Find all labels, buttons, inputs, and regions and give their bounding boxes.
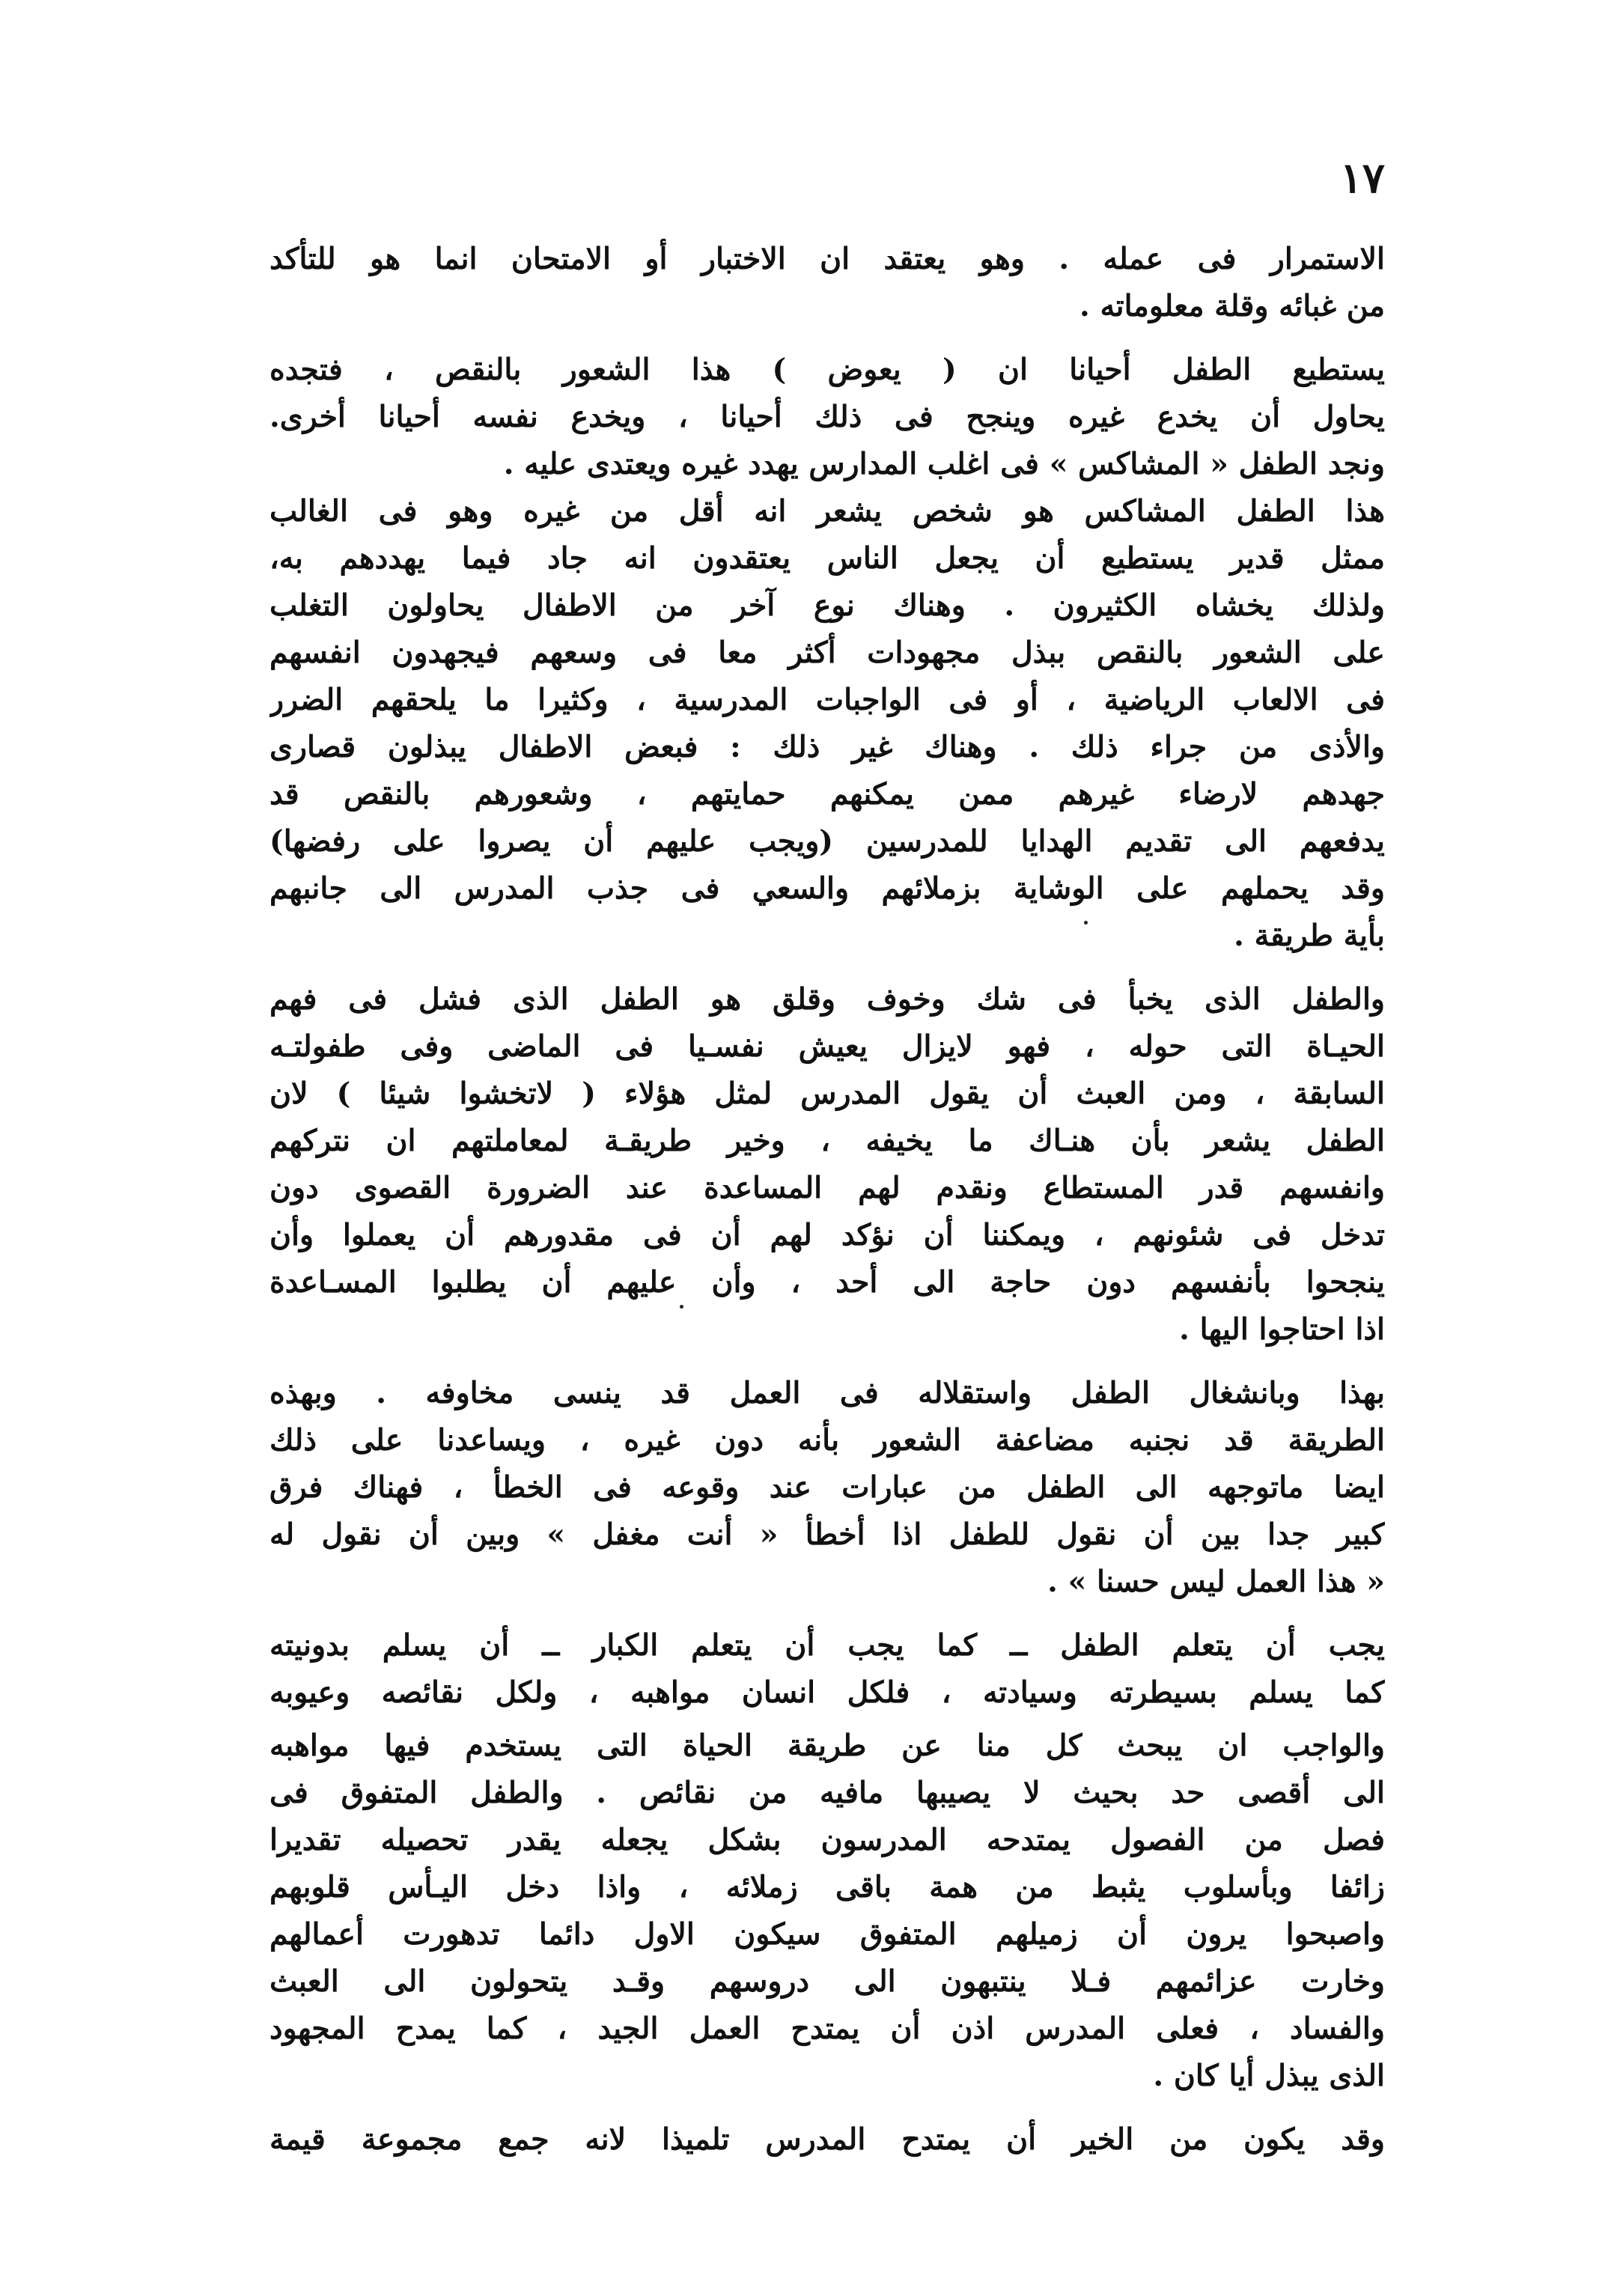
text-line: ممثل قدير يستطيع أن يجعل الناس يعتقدون انه جاد فيما يهددهم به، — [269, 541, 1385, 576]
text-line: كبير جدا بين أن نقول للطفل اذا أخطأ « أنت مغفل » وبين أن نقول له — [269, 1517, 1385, 1552]
text-line: يحاول أن يخدع غيره وينجح فى ذلك أحيانا ، ويخدع نفسه أحيانا أخرى. — [269, 400, 1385, 434]
text-line: زائفا وبأسلوب يثبط من همة باقى زملائه ، واذا دخل اليـأس قلوبهم — [269, 1870, 1385, 1904]
paragraph — [269, 1370, 1385, 1606]
text-line: الطريقة قد نجنبه مضاعفة الشعور بأنه دون غيره ، ويساعدنا على ذلك — [269, 1423, 1385, 1458]
text-line: وقد يكون من الخير أن يمتدح المدرس تلميذا لانه جمع مجموعة قيمة — [269, 2122, 1385, 2157]
text-line: على الشعور بالنقص ببذل مجهودات أكثر معا فى وسعهم فيجهدون انفسهم — [269, 636, 1385, 670]
text-line: من غبائه وقلة معلوماته . — [1079, 289, 1385, 323]
text-line: وخارت عزائمهم فـلا ينتبهون الى دروسهم وقـد يتحولون الى العبث — [269, 1964, 1385, 1999]
text-line: بأية طريقة . — [1234, 919, 1385, 953]
page-number: ١٧ — [1339, 153, 1385, 203]
paragraph — [269, 347, 1385, 488]
text-line: فصل من الفصول يمتدحه المدرسون بشكل يجعله يقدر تحصيله تقديرا — [269, 1823, 1385, 1857]
paragraph — [269, 236, 1385, 330]
text-line: والفساد ، فعلى المدرس اذن أن يمتدح العمل الجيد ، كما يمدح المجهود — [269, 2012, 1385, 2046]
text-line: تدخل فى شئونهم ، ويمكننا أن نؤكد لهم أن فى مقدورهم أن يعملوا وأن — [269, 1218, 1385, 1252]
text-line: يستطيع الطفل أحيانا ان ( يعوض ) هذا الشعور بالنقص ، فتجده — [269, 353, 1385, 387]
text-line: ونجد الطفل « المشاكس » فى اغلب المدارس يهدد غيره ويعتدى عليه . — [503, 447, 1385, 481]
paragraph — [269, 1723, 1385, 2100]
paragraph — [269, 2116, 1385, 2163]
text-line: فى الالعاب الرياضية ، أو فى الواجبات المدرسية ، وكثيرا ما يلحقهم الضرر — [269, 683, 1385, 717]
text-line: ولذلك يخشاه الكثيرون . وهناك نوع آخر من الاطفال يحاولون التغلب — [269, 588, 1385, 623]
paragraph — [269, 976, 1385, 1353]
text-line: والطفل الذى يخبأ فى شك وخوف وقلق هو الطفل الذى فشل فى فهم — [269, 982, 1385, 1017]
text-line: ايضا ماتوجهه الى الطفل من عبارات عند وقوعه فى الخطأ ، فهناك فرق — [269, 1470, 1385, 1505]
text-line: وقد يحملهم على الوشاية بزملائهم والسعي فى جذب المدرس الى جانبهم — [269, 871, 1385, 906]
paragraph — [269, 488, 1385, 960]
body-text — [269, 236, 1385, 2163]
text-line: « هذا العمل ليس حسنا » . — [1047, 1565, 1385, 1599]
text-line: ينجحوا بأنفسهم دون حاجة الى أحد ، وأن عليهم أن يطلبوا المسـاعدة — [269, 1265, 1385, 1300]
scan-speck — [1084, 921, 1088, 925]
text-line: بهذا وبانشغال الطفل واستقلاله فى العمل قد ينسى مخاوفه . وبهذه — [269, 1376, 1385, 1410]
text-line: جهدهم لارضاء غيرهم ممن يمكنهم حمايتهم ، وشعورهم بالنقص قد — [269, 777, 1385, 811]
text-line: اذا احتاجوا اليها . — [1179, 1312, 1385, 1347]
text-line: كما يسلم بسيطرته وسيادته ، فلكل انسان مواهبه ، ولكل نقائصه وعيوبه — [269, 1675, 1385, 1710]
text-line: واصبحوا يرون أن زميلهم المتفوق سيكون الاول دائما تدهورت أعمالهم — [269, 1917, 1385, 1952]
text-line: السابقة ، ومن العبث أن يقول المدرس لمثل هؤلاء ( لاتخشوا شيئا ) لان — [269, 1077, 1385, 1111]
text-line: يجب أن يتعلم الطفل ــ كما يجب أن يتعلم الكبار ــ أن يسلم بدونيته — [269, 1628, 1385, 1663]
text-line: الذى يبذل أيا كان . — [1153, 2059, 1385, 2093]
text-line: الى أقصى حد بحيث لا يصيبها مافيه من نقائص . والطفل المتفوق فى — [269, 1776, 1385, 1810]
text-line: هذا الطفل المشاكس هو شخص يشعر انه أقل من غيره وهو فى الغالب — [269, 494, 1385, 529]
text-line: الطفل يشعر بأن هنـاك ما يخيفه ، وخير طريقـة لمعاملتهم ان نتركهم — [269, 1124, 1385, 1158]
text-line: وانفسهم قدر المستطاع ونقدم لهم المساعدة عند الضرورة القصوى دون — [269, 1171, 1385, 1205]
text-line: والأذى من جراء ذلك . وهناك غير ذلك : فبعض الاطفال يبذلون قصارى — [269, 730, 1385, 764]
scan-speck — [680, 1305, 683, 1309]
text-line: والواجب ان يبحث كل منا عن طريقة الحياة التى يستخدم فيها مواهبه — [269, 1729, 1385, 1763]
paragraph — [269, 1622, 1385, 1717]
text-line: يدفعهم الى تقديم الهدايا للمدرسين (ويجب عليهم أن يصروا على رفضها) — [269, 824, 1385, 859]
text-line: الحيـاة التى حوله ، فهو لايزال يعيش نفسـيا فى الماضى وفى طفولتـه — [269, 1029, 1385, 1064]
text-line: الاستمرار فى عمله . وهو يعتقد ان الاختبار أو الامتحان انما هو للتأكد — [269, 242, 1385, 276]
